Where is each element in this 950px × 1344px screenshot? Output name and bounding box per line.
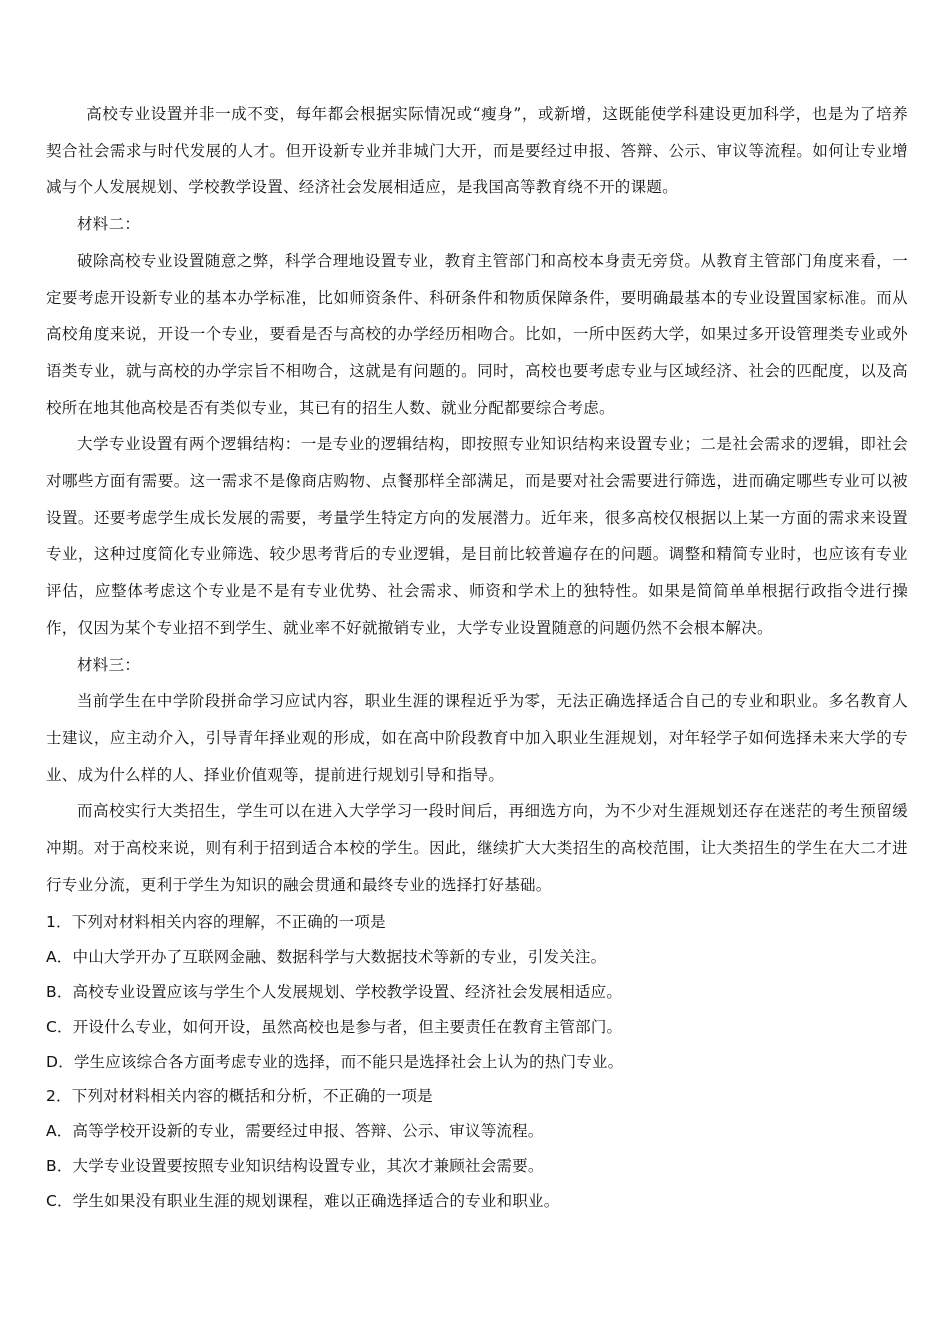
material3-heading: 材料三：	[77, 655, 141, 674]
question-1-stem: 1．下列对材料相关内容的理解，不正确的一项是	[46, 913, 386, 932]
material2-paragraph-2: 大学专业设置有两个逻辑结构：一是专业的逻辑结构，即按照专业知识结构来设置专业；二是社会需求的逻辑，即社会对哪些方面有需要。这一需求不是像商店购物、点餐那样全部满足，而是要对社会需要进行筛选，进而确定哪些专业可以被设置。还要考虑学生成长发展的需要，考量学生特定方向的发展潜力。近年来，很多高校仅根据以上某一方面的需求来设置专业，这种过度简化专业筛选、较少思考背后的专业逻辑，是目前比较普遍存在的问题。调整和精简专业时，也应该有专业评估，应整体考虑这个专业是不是有专业优势、社会需求、师资和学术上的独特性。如果是简简单单根据行政指令进行操作，仅因为某个专业招不到学生、就业率不好就撤销专业，大学专业设置随意的问题仍然不会根本解决。	[46, 435, 908, 637]
material3-paragraph-1: 当前学生在中学阶段拼命学习应试内容，职业生涯的课程近乎为零，无法正确选择适合自己的专业和职业。多名教育人士建议，应主动介入，引导青年择业观的形成，如在高中阶段教育中加入职业生涯规划，对年轻学子如何选择未来大学的专业、成为什么样的人、择业价值观等，提前进行规划引导和指导。	[46, 692, 908, 784]
material2-paragraph-1: 破除高校专业设置随意之弊，科学合理地设置专业，教育主管部门和高校本身责无旁贷。从教育主管部门角度来看，一定要考虑开设新专业的基本办学标准，比如师资条件、科研条件和物质保障条件，要明确最基本的专业设置国家标准。而从高校角度来说，开设一个专业，要看是否与高校的办学经历相吻合。比如，一所中医药大学，如果过多开设管理类专业或外语类专业，就与高校的办学宗旨不相吻合，这就是有问题的。同时，高校也要考虑专业与区域经济、社会的匹配度，以及高校所在地其他高校是否有类似专业，其已有的招生人数、就业分配都要综合考虑。	[46, 251, 908, 417]
question-2-option-c: C．学生如果没有职业生涯的规划课程，难以正确选择适合的专业和职业。	[46, 1191, 560, 1210]
question-1-option-d: D．学生应该综合各方面考虑专业的选择，而不能只是选择社会上认为的热门专业。	[46, 1052, 624, 1071]
material1-paragraph: 高校专业设置并非一成不变，每年都会根据实际情况或“瘦身”，或新增，这既能使学科建设更加科学，也是为了培养契合社会需求与时代发展的人才。但开设新专业并非城门大开，而是要经过申报、答辩、公示、审议等流程。如何让专业增减与个人发展规划、学校教学设置、经济社会发展相适应，是我国高等教育绕不开的课题。	[46, 105, 908, 197]
question-1-option-a: A．中山大学开办了互联网金融、数据科学与大数据技术等新的专业，引发关注。	[46, 948, 607, 967]
question-2-stem: 2．下列对材料相关内容的概括和分析，不正确的一项是	[46, 1087, 433, 1106]
material3-paragraph-2: 而高校实行大类招生，学生可以在进入大学学习一段时间后，再细选方向，为不少对生涯规划还存在迷茫的考生预留缓冲期。对于高校来说，则有利于招到适合本校的学生。因此，继续扩大大类招生的高校范围，让大类招生的学生在大二才进行专业分流，更利于学生为知识的融会贯通和最终专业的选择打好基础。	[46, 802, 908, 894]
question-2-option-b: B．大学专业设置要按照专业知识结构设置专业，其次才兼顾社会需要。	[46, 1157, 544, 1176]
question-1-option-c: C．开设什么专业，如何开设，虽然高校也是参与者，但主要责任在教育主管部门。	[46, 1017, 623, 1036]
document-page	[46, 96, 908, 1219]
question-2-option-a: A．高等学校开设新的专业，需要经过申报、答辩、公示、审议等流程。	[46, 1122, 544, 1141]
question-1-option-b: B．高校专业设置应该与学生个人发展规划、学校教学设置、经济社会发展相适应。	[46, 983, 623, 1002]
questions-section	[46, 905, 908, 1218]
material2-heading: 材料二：	[77, 215, 141, 234]
